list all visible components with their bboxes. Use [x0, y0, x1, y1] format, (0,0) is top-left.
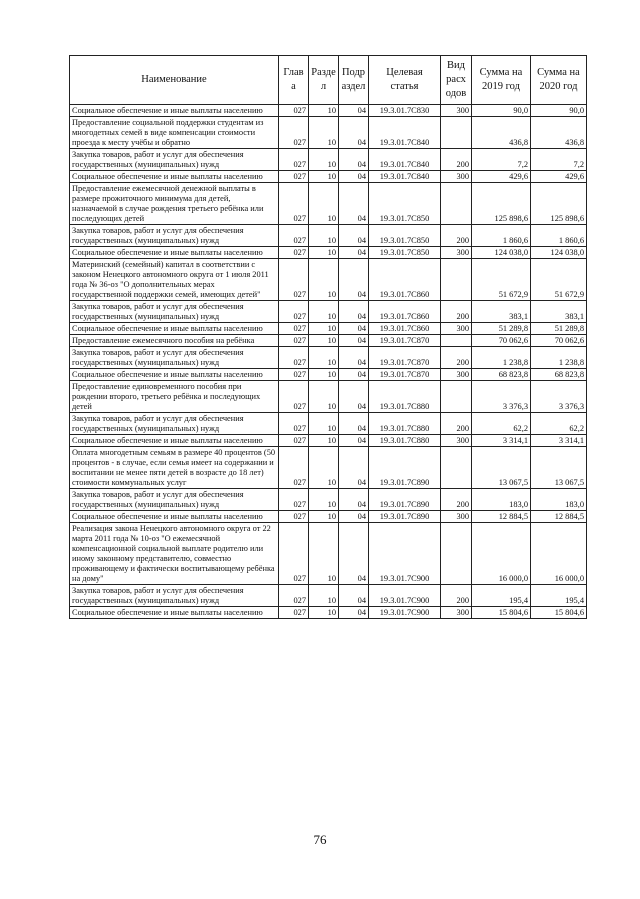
row-name: Социальное обеспечение и иные выплаты населению [70, 105, 279, 117]
row-expense-type: 200 [441, 301, 472, 323]
row-sum-2019: 3 376,3 [472, 381, 531, 413]
row-chapter: 027 [279, 183, 309, 225]
row-sum-2019: 125 898,6 [472, 183, 531, 225]
row-name: Социальное обеспечение и иные выплаты населению [70, 171, 279, 183]
row-name: Реализация закона Ненецкого автономного округа от 22 марта 2011 года № 10-оз "О ежемесячной компенсационной социальной выплате родителю или иному законному представителю, совместно проживающему и фактически воспитывающему ребёнка на дому" [70, 523, 279, 585]
row-name: Закупка товаров, работ и услуг для обеспечения государственных (муниципальных) нужд [70, 347, 279, 369]
table-row [70, 523, 587, 585]
table-row [70, 247, 587, 259]
row-chapter: 027 [279, 171, 309, 183]
row-target-article: 19.3.01.7С870 [369, 347, 441, 369]
row-sum-2019: 429,6 [472, 171, 531, 183]
row-target-article: 19.3.01.7С830 [369, 105, 441, 117]
page-number: 76 [313, 832, 327, 847]
row-subsection: 04 [339, 105, 369, 117]
table-row [70, 149, 587, 171]
table-row [70, 585, 587, 607]
header-sum-2020: Сумма на 2020 год [531, 56, 587, 105]
header-sum-2019: Сумма на 2019 год [472, 56, 531, 105]
row-expense-type [441, 523, 472, 585]
row-section: 10 [309, 247, 339, 259]
row-subsection: 04 [339, 435, 369, 447]
row-chapter: 027 [279, 301, 309, 323]
row-section: 10 [309, 435, 339, 447]
table-row [70, 511, 587, 523]
row-section: 10 [309, 335, 339, 347]
row-name: Социальное обеспечение и иные выплаты населению [70, 323, 279, 335]
row-target-article: 19.3.01.7С890 [369, 511, 441, 523]
row-chapter: 027 [279, 607, 309, 619]
row-name: Социальное обеспечение и иные выплаты населению [70, 435, 279, 447]
row-name: Оплата многодетным семьям в размере 40 процентов (50 процентов - в случае, если семья имеет на содержании и воспитании не менее пяти детей в возрасте до 18 лет) стоимости коммунальных услуг [70, 447, 279, 489]
row-sum-2019: 1 238,8 [472, 347, 531, 369]
row-section: 10 [309, 105, 339, 117]
row-sum-2020: 429,6 [531, 171, 587, 183]
row-section: 10 [309, 369, 339, 381]
row-chapter: 027 [279, 323, 309, 335]
row-target-article: 19.3.01.7С860 [369, 301, 441, 323]
row-section: 10 [309, 323, 339, 335]
row-sum-2019: 195,4 [472, 585, 531, 607]
row-sum-2020: 51 289,8 [531, 323, 587, 335]
row-subsection: 04 [339, 259, 369, 301]
row-target-article: 19.3.01.7С840 [369, 149, 441, 171]
row-name: Социальное обеспечение и иные выплаты населению [70, 607, 279, 619]
row-sum-2020: 195,4 [531, 585, 587, 607]
table-row [70, 607, 587, 619]
row-sum-2020: 62,2 [531, 413, 587, 435]
row-chapter: 027 [279, 259, 309, 301]
row-expense-type [441, 259, 472, 301]
row-chapter: 027 [279, 489, 309, 511]
row-sum-2019: 383,1 [472, 301, 531, 323]
row-section: 10 [309, 585, 339, 607]
table-row [70, 323, 587, 335]
row-chapter: 027 [279, 435, 309, 447]
row-subsection: 04 [339, 489, 369, 511]
row-name: Предоставление единовременного пособия при рождении второго, третьего ребёнка и последующих детей [70, 381, 279, 413]
row-section: 10 [309, 259, 339, 301]
row-sum-2020: 3 376,3 [531, 381, 587, 413]
table-row [70, 413, 587, 435]
header-expense-type: Вид расх одов [441, 56, 472, 105]
row-chapter: 027 [279, 381, 309, 413]
row-target-article: 19.3.01.7С900 [369, 607, 441, 619]
table-row [70, 117, 587, 149]
row-chapter: 027 [279, 413, 309, 435]
row-chapter: 027 [279, 105, 309, 117]
row-sum-2019: 13 067,5 [472, 447, 531, 489]
table-row [70, 259, 587, 301]
row-subsection: 04 [339, 301, 369, 323]
row-name: Социальное обеспечение и иные выплаты населению [70, 369, 279, 381]
row-subsection: 04 [339, 413, 369, 435]
row-name: Закупка товаров, работ и услуг для обеспечения государственных (муниципальных) нужд [70, 489, 279, 511]
row-target-article: 19.3.01.7С840 [369, 117, 441, 149]
row-section: 10 [309, 225, 339, 247]
row-sum-2019: 51 289,8 [472, 323, 531, 335]
row-target-article: 19.3.01.7С860 [369, 323, 441, 335]
row-sum-2019: 7,2 [472, 149, 531, 171]
row-expense-type: 300 [441, 247, 472, 259]
row-section: 10 [309, 117, 339, 149]
row-sum-2019: 16 000,0 [472, 523, 531, 585]
row-sum-2020: 68 823,8 [531, 369, 587, 381]
row-subsection: 04 [339, 183, 369, 225]
row-chapter: 027 [279, 347, 309, 369]
row-chapter: 027 [279, 447, 309, 489]
row-section: 10 [309, 171, 339, 183]
row-sum-2019: 51 672,9 [472, 259, 531, 301]
row-name: Закупка товаров, работ и услуг для обеспечения государственных (муниципальных) нужд [70, 225, 279, 247]
row-expense-type: 200 [441, 347, 472, 369]
row-subsection: 04 [339, 585, 369, 607]
row-sum-2020: 13 067,5 [531, 447, 587, 489]
row-expense-type: 300 [441, 511, 472, 523]
row-section: 10 [309, 607, 339, 619]
row-name: Закупка товаров, работ и услуг для обеспечения государственных (муниципальных) нужд [70, 149, 279, 171]
row-section: 10 [309, 413, 339, 435]
row-subsection: 04 [339, 511, 369, 523]
row-name: Закупка товаров, работ и услуг для обеспечения государственных (муниципальных) нужд [70, 413, 279, 435]
row-expense-type: 200 [441, 225, 472, 247]
row-chapter: 027 [279, 523, 309, 585]
row-subsection: 04 [339, 171, 369, 183]
row-sum-2019: 70 062,6 [472, 335, 531, 347]
row-chapter: 027 [279, 247, 309, 259]
row-expense-type [441, 447, 472, 489]
header-target-article: Целевая статья [369, 56, 441, 105]
row-name: Социальное обеспечение и иные выплаты населению [70, 511, 279, 523]
row-target-article: 19.3.01.7С850 [369, 225, 441, 247]
row-subsection: 04 [339, 381, 369, 413]
row-section: 10 [309, 523, 339, 585]
row-expense-type: 200 [441, 149, 472, 171]
row-chapter: 027 [279, 585, 309, 607]
row-sum-2020: 383,1 [531, 301, 587, 323]
row-name: Предоставление социальной поддержки студентам из многодетных семей в виде компенсации стоимости проезда к месту учёбы и обратно [70, 117, 279, 149]
row-section: 10 [309, 381, 339, 413]
row-chapter: 027 [279, 369, 309, 381]
row-sum-2019: 90,0 [472, 105, 531, 117]
row-sum-2019: 62,2 [472, 413, 531, 435]
table-row [70, 301, 587, 323]
row-sum-2019: 3 314,1 [472, 435, 531, 447]
row-subsection: 04 [339, 607, 369, 619]
table-row [70, 381, 587, 413]
table-row [70, 105, 587, 117]
row-target-article: 19.3.01.7С870 [369, 369, 441, 381]
table-header-row [70, 56, 587, 105]
table-row [70, 369, 587, 381]
row-target-article: 19.3.01.7С890 [369, 489, 441, 511]
row-sum-2020: 436,8 [531, 117, 587, 149]
table-row [70, 447, 587, 489]
row-target-article: 19.3.01.7С880 [369, 413, 441, 435]
table-row [70, 171, 587, 183]
row-section: 10 [309, 183, 339, 225]
row-expense-type: 300 [441, 607, 472, 619]
row-subsection: 04 [339, 323, 369, 335]
row-sum-2020: 51 672,9 [531, 259, 587, 301]
row-subsection: 04 [339, 369, 369, 381]
row-target-article: 19.3.01.7С860 [369, 259, 441, 301]
row-expense-type [441, 183, 472, 225]
row-name: Закупка товаров, работ и услуг для обеспечения государственных (муниципальных) нужд [70, 585, 279, 607]
row-chapter: 027 [279, 335, 309, 347]
row-sum-2020: 15 804,6 [531, 607, 587, 619]
row-sum-2020: 90,0 [531, 105, 587, 117]
row-expense-type: 300 [441, 435, 472, 447]
row-chapter: 027 [279, 511, 309, 523]
row-target-article: 19.3.01.7С900 [369, 585, 441, 607]
row-chapter: 027 [279, 117, 309, 149]
table-row [70, 225, 587, 247]
row-chapter: 027 [279, 149, 309, 171]
table-row [70, 335, 587, 347]
header-chapter: Глав а [279, 56, 309, 105]
row-section: 10 [309, 489, 339, 511]
row-chapter: 027 [279, 225, 309, 247]
row-sum-2019: 436,8 [472, 117, 531, 149]
row-subsection: 04 [339, 247, 369, 259]
row-sum-2019: 68 823,8 [472, 369, 531, 381]
row-subsection: 04 [339, 447, 369, 489]
row-sum-2019: 183,0 [472, 489, 531, 511]
row-section: 10 [309, 347, 339, 369]
row-name: Закупка товаров, работ и услуг для обеспечения государственных (муниципальных) нужд [70, 301, 279, 323]
row-target-article: 19.3.01.7С880 [369, 435, 441, 447]
header-subsection: Подр аздел [339, 56, 369, 105]
row-section: 10 [309, 511, 339, 523]
row-expense-type: 300 [441, 323, 472, 335]
table-row [70, 183, 587, 225]
row-sum-2020: 124 038,0 [531, 247, 587, 259]
row-sum-2020: 183,0 [531, 489, 587, 511]
row-sum-2019: 15 804,6 [472, 607, 531, 619]
row-sum-2020: 125 898,6 [531, 183, 587, 225]
row-target-article: 19.3.01.7С840 [369, 171, 441, 183]
row-expense-type: 200 [441, 413, 472, 435]
row-expense-type: 300 [441, 171, 472, 183]
row-subsection: 04 [339, 225, 369, 247]
row-target-article: 19.3.01.7С850 [369, 247, 441, 259]
header-name: Наименование [70, 56, 279, 105]
table-body [70, 105, 587, 619]
row-subsection: 04 [339, 347, 369, 369]
row-sum-2020: 1 238,8 [531, 347, 587, 369]
row-sum-2019: 124 038,0 [472, 247, 531, 259]
row-sum-2020: 16 000,0 [531, 523, 587, 585]
header-section: Разде л [309, 56, 339, 105]
row-sum-2019: 12 884,5 [472, 511, 531, 523]
row-expense-type: 200 [441, 585, 472, 607]
row-section: 10 [309, 149, 339, 171]
row-target-article: 19.3.01.7С870 [369, 335, 441, 347]
row-expense-type: 300 [441, 369, 472, 381]
row-expense-type [441, 381, 472, 413]
row-target-article: 19.3.01.7С880 [369, 381, 441, 413]
table-row [70, 435, 587, 447]
row-name: Предоставление ежемесячной денежной выплаты в размере прожиточного минимума для детей, назначаемой в случае рождения третьего ребёнка или последующих детей [70, 183, 279, 225]
row-name: Предоставление ежемесячного пособия на ребёнка [70, 335, 279, 347]
row-expense-type: 300 [441, 105, 472, 117]
row-sum-2019: 1 860,6 [472, 225, 531, 247]
row-expense-type: 200 [441, 489, 472, 511]
row-target-article: 19.3.01.7С850 [369, 183, 441, 225]
row-sum-2020: 3 314,1 [531, 435, 587, 447]
row-section: 10 [309, 301, 339, 323]
row-subsection: 04 [339, 117, 369, 149]
row-target-article: 19.3.01.7С890 [369, 447, 441, 489]
row-expense-type [441, 335, 472, 347]
row-sum-2020: 12 884,5 [531, 511, 587, 523]
row-sum-2020: 70 062,6 [531, 335, 587, 347]
table-row [70, 489, 587, 511]
budget-table [69, 55, 587, 619]
row-target-article: 19.3.01.7С900 [369, 523, 441, 585]
row-subsection: 04 [339, 523, 369, 585]
row-subsection: 04 [339, 335, 369, 347]
row-section: 10 [309, 447, 339, 489]
row-subsection: 04 [339, 149, 369, 171]
row-name: Социальное обеспечение и иные выплаты населению [70, 247, 279, 259]
row-sum-2020: 7,2 [531, 149, 587, 171]
row-name: Материнский (семейный) капитал в соответствии с законом Ненецкого автономного округа от 1 июля 2011 года № 36-оз "О дополнительных мерах государственной поддержки семей, имеющих детей" [70, 259, 279, 301]
table-row [70, 347, 587, 369]
row-sum-2020: 1 860,6 [531, 225, 587, 247]
row-expense-type [441, 117, 472, 149]
